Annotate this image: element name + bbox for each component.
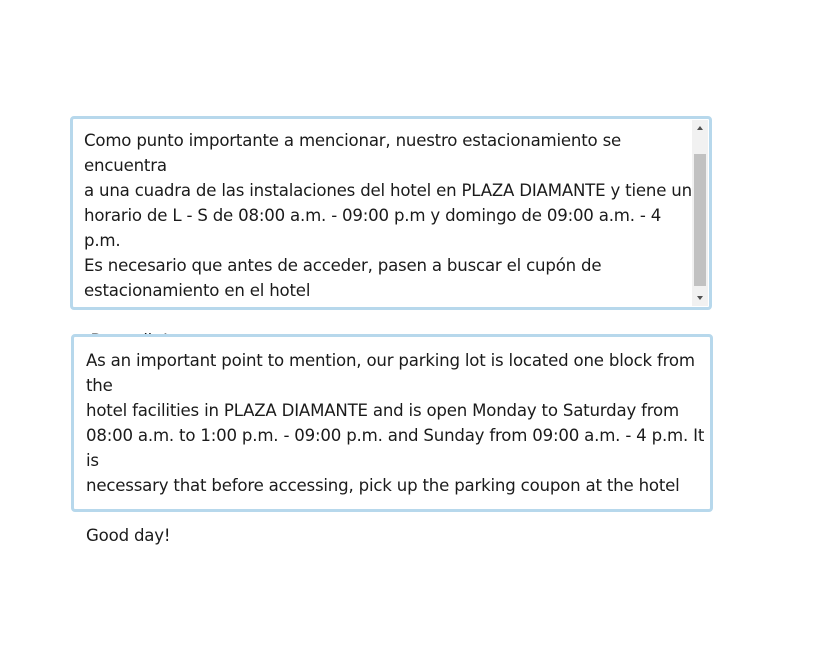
scroll-down-arrow-icon[interactable] [692,290,708,306]
english-message-textarea[interactable] [71,334,713,545]
scroll-up-arrow-icon[interactable] [692,120,708,136]
vertical-scrollbar[interactable] [692,120,708,306]
scrollbar-thumb[interactable] [694,154,706,286]
spanish-message-text: Como punto importante a mencionar, nuestro estacionamiento se encuentra a una cuadra de las instalaciones del hotel en PLAZA DIAMANTE y tiene un horario de L - S de 08:00 a.m. - 09:00 p.m y domingo de 09:00 a.m. - 4 p.m. Es necesario que antes de acceder, pasen a buscar el cupón de estacionamiento en el hotel [84,131,692,300]
english-message-text: As an important point to mention, our parking lot is located one block from the hotel facilities in PLAZA DIAMANTE and is open Monday to Saturday from 08:00 a.m. to 1:00 p.m. - 09:00 p.m. and Sunday from 09:00 a.m. - 4 p.m. It is necessary that before accessing, pick up the parking coupon at the hotel Good day! [86,351,705,545]
spanish-message-textarea[interactable] [70,116,712,310]
